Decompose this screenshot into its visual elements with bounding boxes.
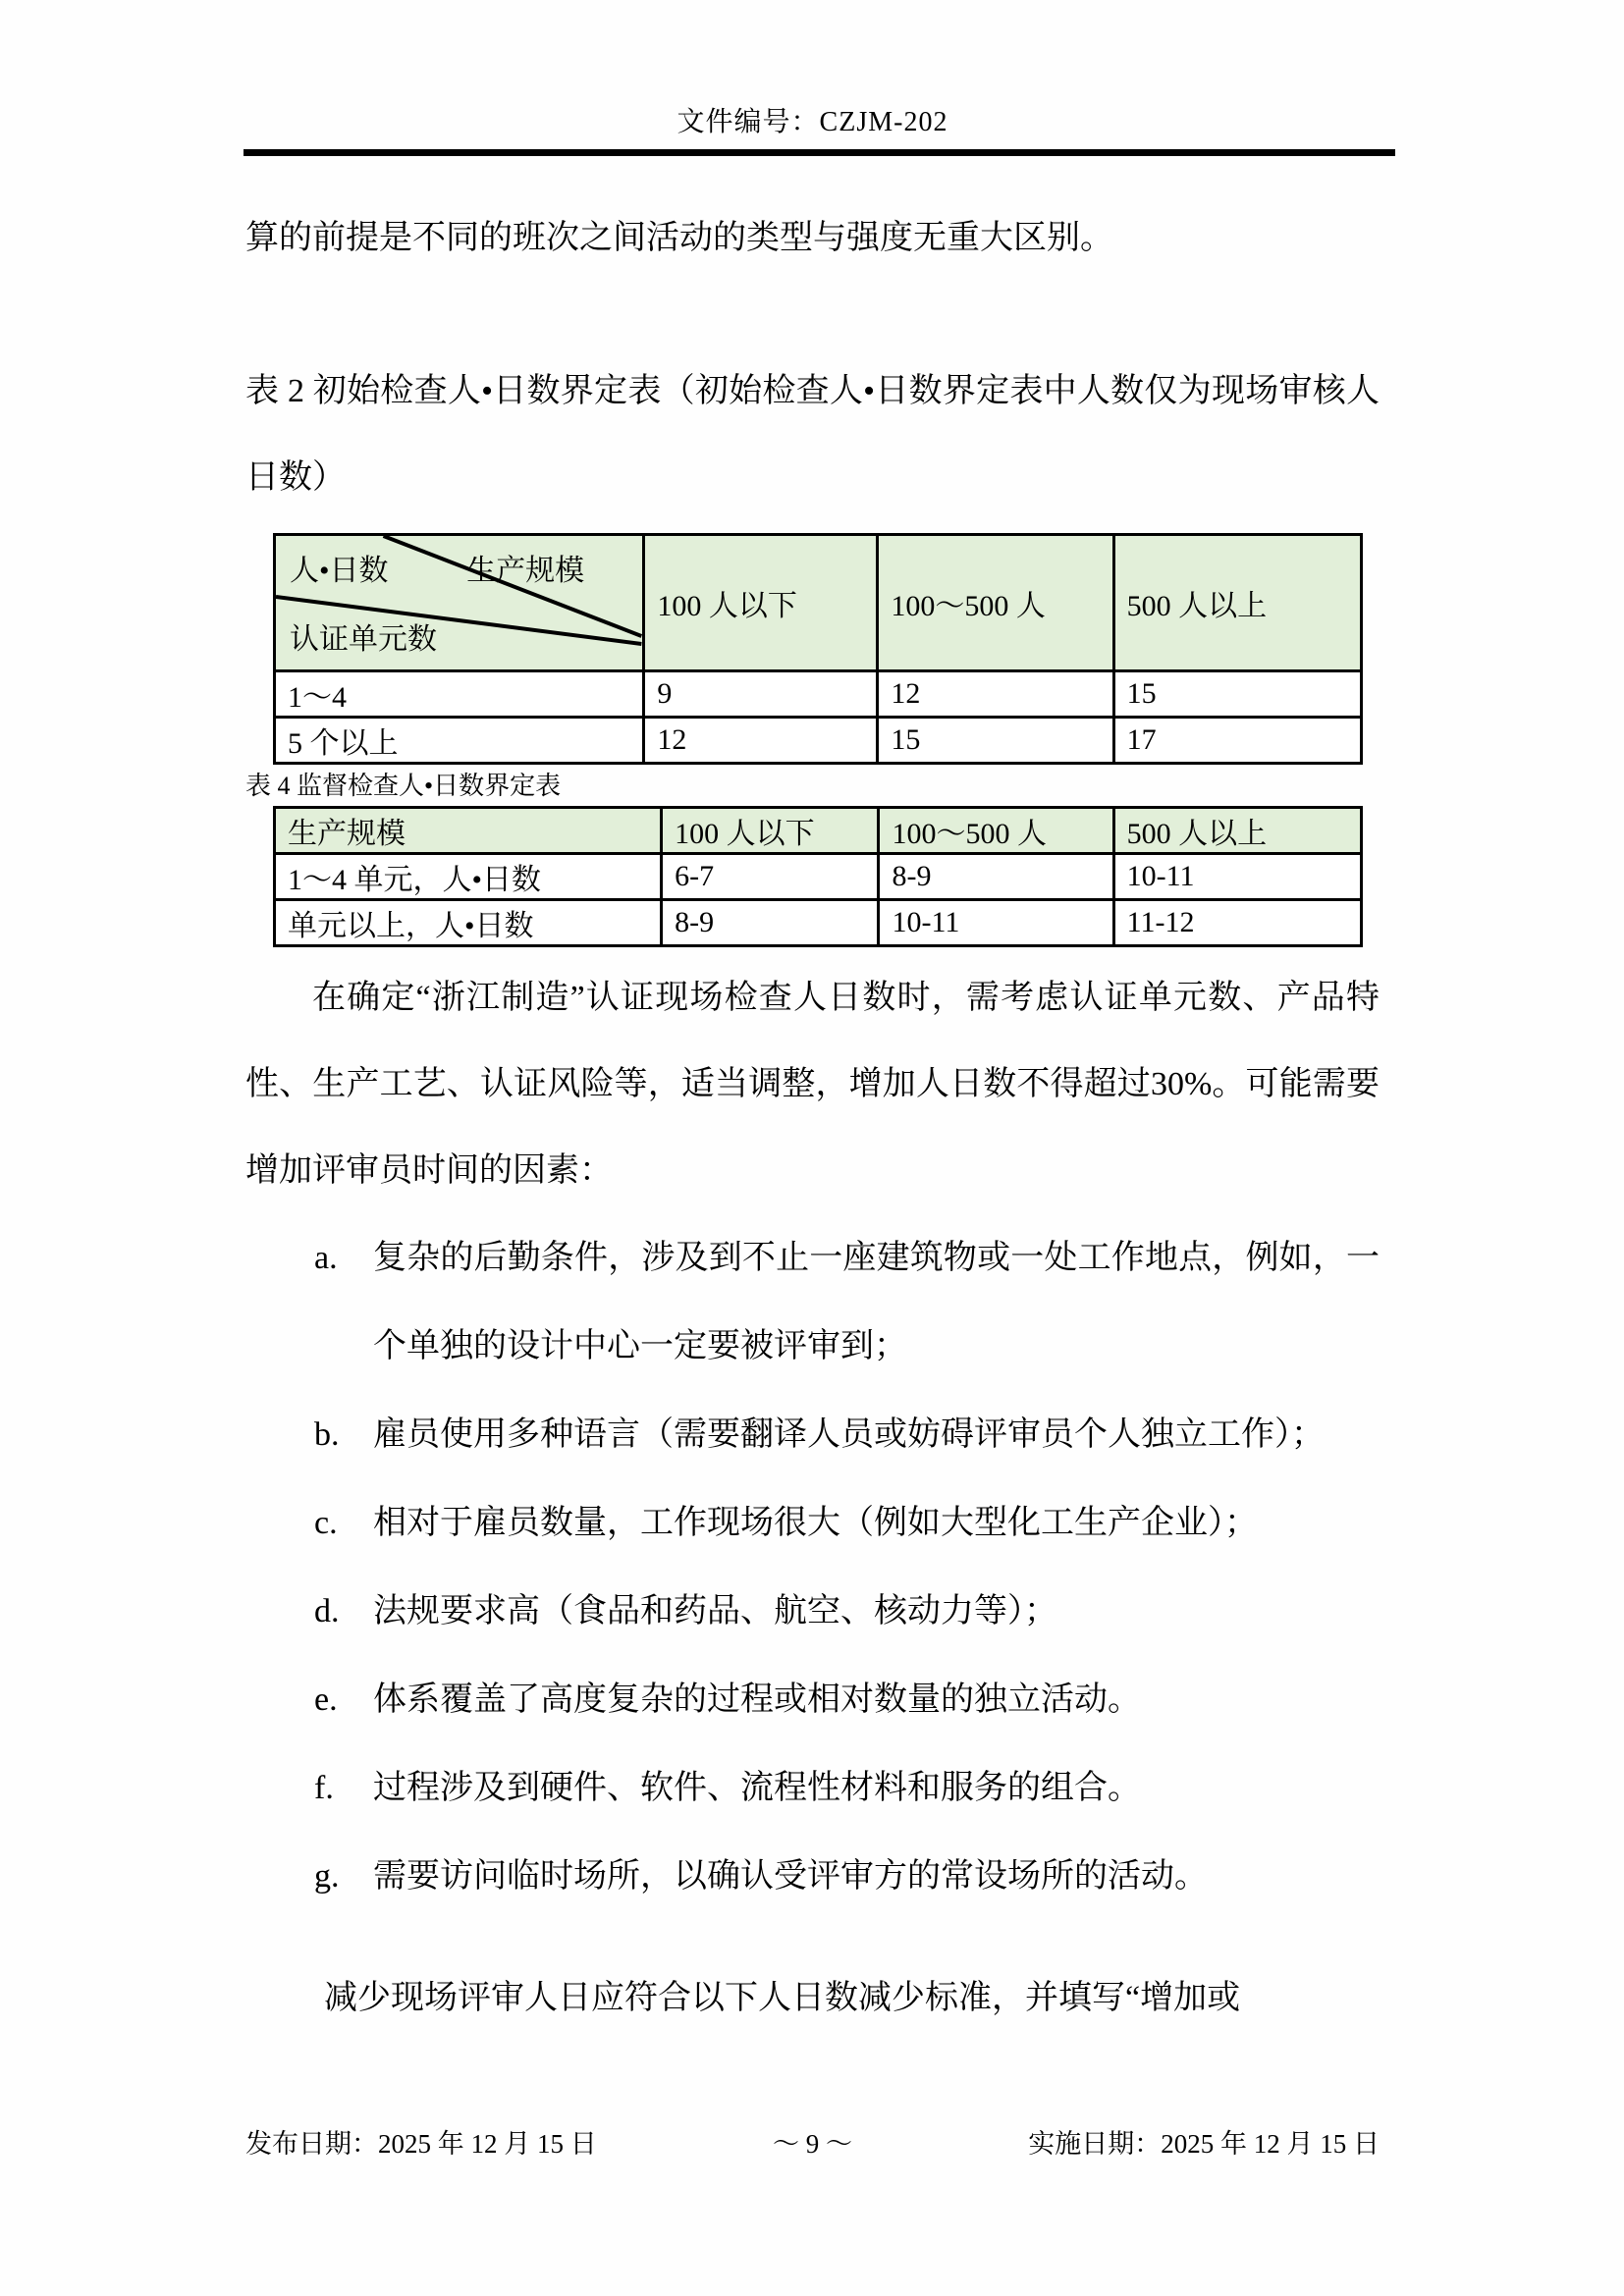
- column-header: 100 人以下: [644, 535, 878, 671]
- table-row: [275, 900, 1362, 946]
- list-item-text: 需要访问临时场所，以确认受评审方的常设场所的活动。: [373, 1858, 1208, 1895]
- implementation-date: 实施日期：2025 年 12 月 15 日: [1028, 2129, 1380, 2159]
- table-cell: 17: [1113, 718, 1361, 764]
- list-item: [245, 1744, 1380, 1833]
- list-marker: c.: [314, 1505, 338, 1541]
- list-item-text: 雇员使用多种语言（需要翻译人员或妨碍评审员个人独立工作）；: [373, 1416, 1325, 1453]
- table-row: [275, 671, 1362, 718]
- list-item-text: 复杂的后勤条件，涉及到不止一座建筑物或一处工作地点，例如，一个单独的设计中心一定要被评审到；: [373, 1240, 1380, 1364]
- paragraph-closing: 减少现场评审人日应符合以下人日数减少标准，并填写“增加或: [324, 1980, 1241, 2016]
- list-marker: f.: [314, 1770, 334, 1806]
- row-label: 单元以上，人•日数: [275, 900, 662, 946]
- page-number: ～ 9 ～: [773, 2129, 852, 2159]
- supervision-table-header-row: [275, 808, 1362, 854]
- list-item-text: 体系覆盖了高度复杂的过程或相对数量的独立活动。: [373, 1682, 1141, 1718]
- initial-table-header-row: [275, 535, 1362, 671]
- supervision-inspection-table: [273, 806, 1363, 947]
- table-cell: 12: [644, 718, 878, 764]
- initial-inspection-table: [273, 533, 1363, 765]
- page-footer: [245, 2122, 1380, 2161]
- table-cell: 15: [1113, 671, 1361, 718]
- corner-label-person-days: 人•日数: [290, 555, 389, 587]
- table-cell: 6-7: [662, 854, 879, 900]
- doc-number: 文件编号：CZJM-202: [677, 107, 948, 137]
- list-item-text: 相对于雇员数量，工作现场很大（例如大型化工生产企业）；: [373, 1505, 1258, 1541]
- table2-caption: 表 2 初始检查人•日数界定表（初始检查人•日数界定表中人数仅为现场审核人日数）: [245, 373, 1380, 496]
- column-header: 100～500 人: [879, 808, 1113, 854]
- table-cell: 12: [878, 671, 1113, 718]
- row-label: 1～4 单元，人•日数: [275, 854, 662, 900]
- list-marker: e.: [314, 1682, 338, 1718]
- column-header: 100～500 人: [878, 535, 1113, 671]
- page-header: [245, 0, 1380, 141]
- table-cell: 8-9: [879, 854, 1113, 900]
- list-marker: g.: [314, 1858, 340, 1895]
- diagonal-corner-cell: [275, 535, 644, 671]
- table-cell: 15: [878, 718, 1113, 764]
- paragraph-continuation: 算的前提是不同的班次之间活动的类型与强度无重大区别。: [245, 220, 1113, 256]
- release-date: 发布日期：2025 年 12 月 15 日: [245, 2129, 597, 2159]
- table-cell: 8-9: [662, 900, 879, 946]
- table4-caption: 表 4 监督检查人•日数界定表: [245, 772, 562, 800]
- column-header: 100 人以下: [662, 808, 879, 854]
- corner-label-production-scale: 生产规模: [466, 555, 585, 587]
- column-header: 500 人以上: [1113, 535, 1361, 671]
- column-header: 500 人以上: [1113, 808, 1361, 854]
- list-marker: b.: [314, 1416, 340, 1453]
- list-marker: a.: [314, 1240, 338, 1276]
- table-cell: 11-12: [1113, 900, 1361, 946]
- corner-label-certification-units: 认证单元数: [290, 623, 437, 656]
- table-cell: 9: [644, 671, 878, 718]
- list-marker: d.: [314, 1593, 340, 1629]
- list-item: [245, 1391, 1380, 1479]
- table-cell: 10-11: [879, 900, 1113, 946]
- table-row: [275, 718, 1362, 764]
- row-label: 5 个以上: [275, 718, 644, 764]
- table-cell: 10-11: [1113, 854, 1361, 900]
- list-item: [245, 1214, 1380, 1391]
- list-item: [245, 1479, 1380, 1568]
- list-item-text: 过程涉及到硬件、软件、流程性材料和服务的组合。: [373, 1770, 1141, 1806]
- factor-list: [245, 1214, 1380, 1921]
- list-item: [245, 1656, 1380, 1744]
- table-row: [275, 854, 1362, 900]
- column-header: 生产规模: [275, 808, 662, 854]
- paragraph-adjustment-factors: 在确定“浙江制造”认证现场检查人日数时，需考虑认证单元数、产品特性、生产工艺、认证风险等，适当调整，增加人日数不得超过30%。可能需要增加评审员时间的因素：: [245, 980, 1380, 1189]
- header-rule: [244, 149, 1395, 156]
- list-item-text: 法规要求高（食品和药品、航空、核动力等）；: [373, 1593, 1057, 1629]
- row-label: 1～4: [275, 671, 644, 718]
- list-item: [245, 1568, 1380, 1656]
- list-item: [245, 1833, 1380, 1921]
